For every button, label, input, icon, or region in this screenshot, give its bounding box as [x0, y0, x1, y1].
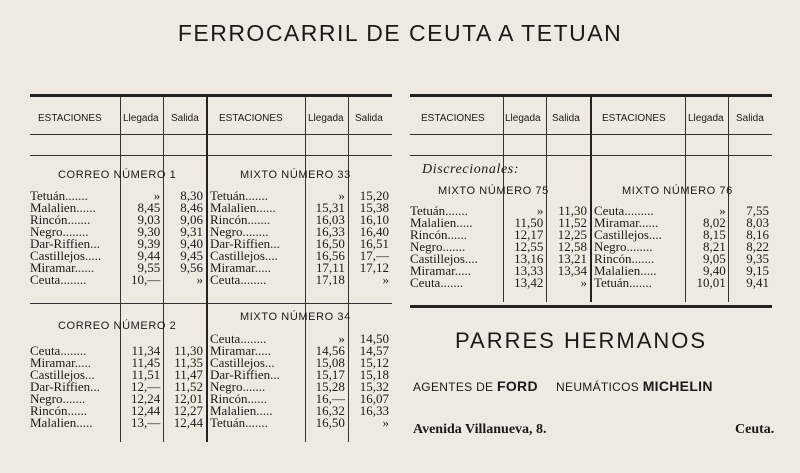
header-estaciones: ESTACIONES — [38, 113, 102, 124]
station-name: Miramar..... — [410, 263, 472, 278]
mixto-76-table — [592, 205, 772, 289]
station-name: Negro........ — [30, 224, 89, 239]
station-name: Malalien..... — [410, 215, 473, 230]
departure-time: » — [382, 272, 389, 287]
header-salida: Salida — [552, 113, 580, 124]
arrival-time: 9,39 — [137, 236, 161, 251]
departure-time: 8,03 — [746, 215, 769, 230]
arrival-time: 15,17 — [315, 367, 345, 382]
arrival-time: 11,51 — [131, 367, 161, 382]
station-name: Dar-Riffien... — [210, 367, 280, 382]
section-rule — [207, 303, 392, 304]
mixto-76-title: MIXTO NÚMERO 76 — [622, 185, 733, 197]
station-name: Malalien..... — [210, 403, 273, 418]
departure-time: 12,01 — [173, 391, 203, 406]
station-name: Ceuta........ — [210, 331, 267, 346]
departure-time: 17,— — [359, 248, 389, 263]
station-name: Miramar..... — [210, 260, 272, 275]
station-name: Rincón...... — [30, 403, 88, 418]
departure-time: 16,40 — [359, 224, 389, 239]
departure-time: 14,50 — [359, 331, 389, 346]
arrival-time: » — [536, 203, 544, 218]
departure-time: 9,40 — [180, 236, 203, 251]
arrival-time: 13,16 — [514, 251, 544, 266]
departure-time: 11,52 — [174, 379, 203, 394]
station-name: Castillejos.... — [594, 227, 662, 242]
discrecionales-label: Discrecionales: — [422, 162, 520, 177]
table-row — [28, 417, 206, 429]
table-row — [408, 277, 590, 289]
departure-time: » — [196, 272, 203, 287]
departure-time: 11,52 — [558, 215, 587, 230]
mixto-34-table — [208, 333, 392, 429]
departure-time: 13,34 — [557, 263, 587, 278]
arrival-time: 12,17 — [514, 227, 544, 242]
header-salida: Salida — [736, 113, 764, 124]
table-row — [592, 277, 772, 289]
departure-time: 8,22 — [746, 239, 769, 254]
station-name: Negro........ — [594, 239, 653, 254]
section-rule — [30, 303, 206, 304]
station-name: Ceuta....... — [410, 275, 464, 290]
station-name: Negro........ — [210, 224, 269, 239]
ford-label: FORD — [497, 378, 538, 394]
station-name: Miramar..... — [30, 355, 92, 370]
station-name: Ceuta........ — [30, 272, 87, 287]
agentes-label: AGENTES DE — [413, 380, 494, 394]
departure-time: 8,30 — [180, 188, 203, 203]
arrival-time: 17,18 — [315, 272, 345, 287]
arrival-time: 16,56 — [315, 248, 345, 263]
arrival-time: 16,03 — [315, 212, 345, 227]
arrival-time: 16,50 — [315, 236, 345, 251]
michelin-label: MICHELIN — [642, 378, 713, 394]
mixto-75-table — [408, 205, 590, 289]
departure-time: 12,25 — [557, 227, 587, 242]
arrival-time: 8,45 — [137, 200, 161, 215]
departure-time: 15,20 — [359, 188, 389, 203]
station-name: Dar-Riffien... — [210, 236, 280, 251]
arrival-time: 15,08 — [315, 355, 345, 370]
mixto-34-title: MIXTO NÚMERO 34 — [240, 311, 351, 323]
header-llegada: Llegada — [123, 113, 159, 124]
arrival-time: 11,34 — [131, 343, 161, 358]
departure-time: 16,33 — [359, 403, 389, 418]
departure-time: 9,41 — [746, 275, 769, 290]
departure-time: 12,27 — [173, 403, 203, 418]
left-header-rule — [30, 134, 392, 135]
arrival-time: 9,05 — [703, 251, 726, 266]
departure-time: 8,46 — [180, 200, 203, 215]
station-name: Tetuán....... — [210, 415, 268, 430]
station-name: Ceuta......... — [594, 203, 654, 218]
departure-time: 9,31 — [180, 224, 203, 239]
left-top-rule — [30, 94, 392, 97]
arrival-time: 16,— — [315, 391, 345, 406]
neumaticos-label: NEUMÁTICOS — [556, 380, 640, 394]
departure-time: » — [580, 275, 587, 290]
departure-time: » — [382, 415, 389, 430]
correo-2-table — [28, 345, 206, 429]
station-name: Dar-Riffien... — [30, 236, 100, 251]
station-name: Castillejos.... — [410, 251, 478, 266]
arrival-time: 12,55 — [514, 239, 544, 254]
arrival-time: 8,21 — [703, 239, 726, 254]
correo-1-table — [28, 190, 206, 286]
table-row — [208, 274, 392, 286]
arrival-time: 9,40 — [703, 263, 726, 278]
agents-line — [413, 378, 713, 394]
departure-time: 16,10 — [359, 212, 389, 227]
arrival-time: » — [153, 188, 161, 203]
departure-time: 9,56 — [180, 260, 203, 275]
station-name: Tetuán....... — [30, 188, 88, 203]
departure-time: 8,16 — [746, 227, 769, 242]
arrival-time: 10,— — [131, 272, 161, 287]
departure-time: 15,32 — [359, 379, 389, 394]
arrival-time: » — [719, 203, 726, 218]
correo-1-title: CORREO NÚMERO 1 — [58, 169, 177, 181]
arrival-time: 8,02 — [703, 215, 726, 230]
arrival-time: 13,42 — [514, 275, 544, 290]
arrival-time: 9,55 — [137, 260, 161, 275]
station-name: Rincón....... — [210, 212, 271, 227]
header-estaciones: ESTACIONES — [421, 113, 485, 124]
arrival-time: 17,11 — [316, 260, 345, 275]
header-salida: Salida — [171, 113, 199, 124]
header-llegada: Llegada — [688, 113, 724, 124]
station-name: Miramar...... — [30, 260, 95, 275]
departure-time: 16,51 — [359, 236, 389, 251]
station-name: Malalien..... — [594, 263, 657, 278]
station-name: Negro....... — [210, 379, 266, 394]
station-name: Tetuán....... — [410, 203, 468, 218]
station-name: Negro....... — [30, 391, 86, 406]
station-name: Ceuta........ — [30, 343, 87, 358]
station-name: Tetuán....... — [210, 188, 268, 203]
station-name: Tetuán....... — [594, 275, 652, 290]
header-llegada: Llegada — [505, 113, 541, 124]
departure-time: 17,12 — [359, 260, 389, 275]
station-name: Dar-Riffien... — [30, 379, 100, 394]
arrival-time: 13,— — [131, 415, 161, 430]
correo-2-title: CORREO NÚMERO 2 — [58, 320, 177, 332]
arrival-time: » — [338, 188, 345, 203]
arrival-time: 12,24 — [131, 391, 161, 406]
station-name: Rincón....... — [30, 212, 91, 227]
page-title: FERROCARRIL DE CEUTA A TETUAN — [177, 20, 623, 46]
address: Avenida Villanueva, 8. — [413, 422, 547, 437]
arrival-time: 9,44 — [137, 248, 161, 263]
mixto-33-table — [208, 190, 392, 286]
arrival-time: 15,28 — [315, 379, 345, 394]
left-header-rule-2 — [30, 155, 392, 156]
header-llegada: Llegada — [308, 113, 344, 124]
departure-time: 9,06 — [180, 212, 203, 227]
station-name: Malalien...... — [30, 200, 96, 215]
mixto-75-title: MIXTO NÚMERO 75 — [438, 185, 549, 197]
station-name: Malalien...... — [210, 200, 276, 215]
departure-time: 12,44 — [173, 415, 203, 430]
departure-time: 11,35 — [174, 355, 203, 370]
departure-time: 15,18 — [359, 367, 389, 382]
departure-time: 11,30 — [174, 343, 203, 358]
departure-time: 16,07 — [359, 391, 389, 406]
city: Ceuta. — [735, 422, 775, 437]
arrival-time: » — [338, 331, 345, 346]
header-estaciones: ESTACIONES — [602, 113, 666, 124]
station-name: Rincón....... — [594, 251, 655, 266]
departure-time: 11,47 — [174, 367, 203, 382]
arrival-time: 16,33 — [315, 224, 345, 239]
departure-time: 11,30 — [558, 203, 587, 218]
arrival-time: 11,45 — [131, 355, 161, 370]
header-salida: Salida — [355, 113, 383, 124]
departure-time: 13,21 — [557, 251, 587, 266]
station-name: Miramar..... — [210, 343, 272, 358]
station-name: Malalien..... — [30, 415, 93, 430]
departure-time: 14,57 — [359, 343, 389, 358]
arrival-time: 9,03 — [137, 212, 161, 227]
table-row — [208, 417, 392, 429]
arrival-time: 16,50 — [315, 415, 345, 430]
arrival-time: 11,50 — [514, 215, 544, 230]
arrival-time: 12,— — [131, 379, 161, 394]
arrival-time: 15,31 — [315, 200, 345, 215]
departure-time: 7,55 — [746, 203, 769, 218]
station-name: Castillejos... — [30, 367, 95, 382]
brand-name: PARRES HERMANOS — [455, 328, 708, 353]
header-estaciones: ESTACIONES — [219, 113, 283, 124]
departure-time: 15,38 — [359, 200, 389, 215]
arrival-time: 10,01 — [696, 275, 726, 290]
departure-time: 9,35 — [746, 251, 769, 266]
station-name: Miramar...... — [594, 215, 659, 230]
arrival-time: 8,15 — [703, 227, 726, 242]
station-name: Negro....... — [410, 239, 466, 254]
departure-time: 9,45 — [180, 248, 203, 263]
station-name: Castillejos.... — [210, 248, 278, 263]
arrival-time: 12,44 — [131, 403, 161, 418]
arrival-time: 16,32 — [315, 403, 345, 418]
departure-time: 12,58 — [557, 239, 587, 254]
station-name: Rincón...... — [210, 391, 268, 406]
station-name: Castillejos... — [210, 355, 275, 370]
table-row — [28, 274, 206, 286]
departure-time: 9,15 — [746, 263, 769, 278]
right-bottom-rule — [410, 305, 772, 308]
mixto-33-title: MIXTO NÚMERO 33 — [240, 169, 351, 181]
arrival-time: 14,56 — [315, 343, 345, 358]
arrival-time: 13,33 — [514, 263, 544, 278]
departure-time: 15,12 — [359, 355, 389, 370]
station-name: Castillejos..... — [30, 248, 102, 263]
station-name: Ceuta........ — [210, 272, 267, 287]
station-name: Rincón...... — [410, 227, 468, 242]
arrival-time: 9,30 — [137, 224, 161, 239]
